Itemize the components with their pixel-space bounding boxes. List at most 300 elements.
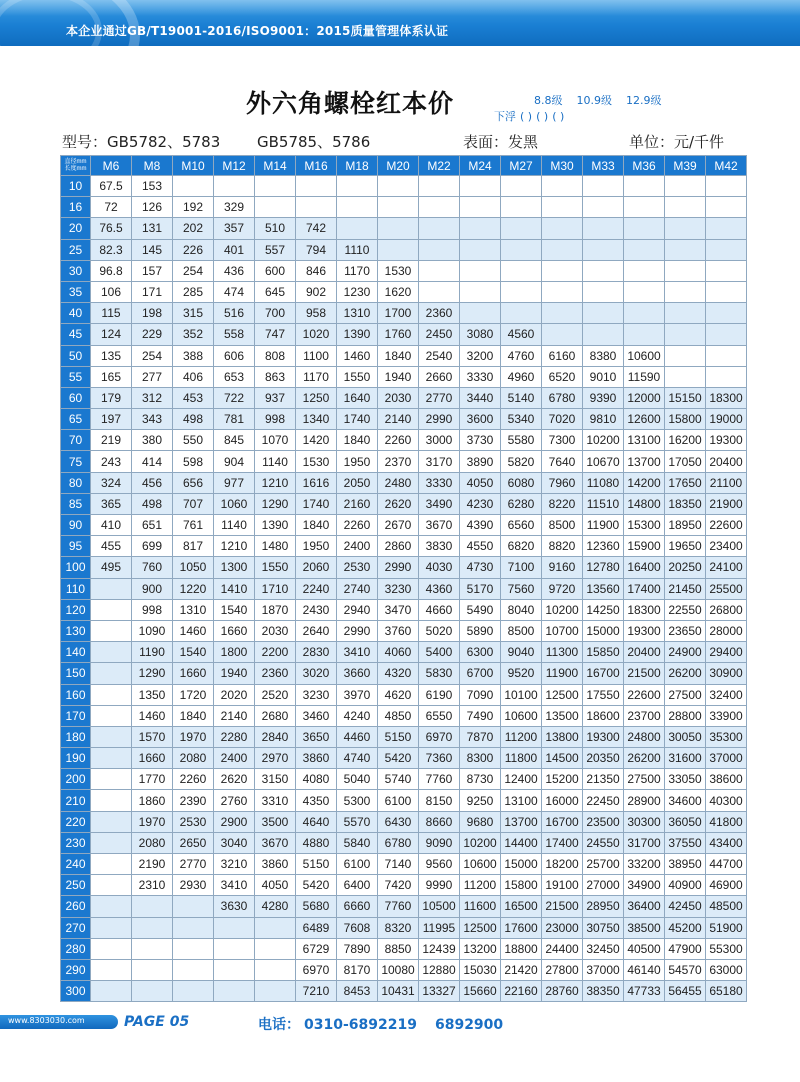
price-cell: 2280 — [214, 726, 255, 747]
length-cell: 300 — [61, 981, 91, 1002]
price-cell — [542, 176, 583, 197]
price-cell: 1970 — [173, 726, 214, 747]
price-cell: 15030 — [460, 959, 501, 980]
price-cell: 42450 — [665, 896, 706, 917]
price-cell: 1250 — [296, 387, 337, 408]
price-cell: 5570 — [337, 811, 378, 832]
price-cell: 1840 — [173, 705, 214, 726]
price-cell: 26800 — [706, 599, 747, 620]
price-cell: 3860 — [255, 854, 296, 875]
price-cell: 781 — [214, 409, 255, 430]
price-cell: 2030 — [255, 620, 296, 641]
price-cell — [460, 260, 501, 281]
price-cell — [173, 896, 214, 917]
price-cell: 2140 — [214, 705, 255, 726]
price-cell: 4240 — [337, 705, 378, 726]
price-cell: 2770 — [173, 854, 214, 875]
price-cell — [460, 281, 501, 302]
price-cell: 31600 — [665, 748, 706, 769]
price-cell: 9990 — [419, 875, 460, 896]
table-row — [61, 663, 747, 684]
price-cell: 3170 — [419, 451, 460, 472]
price-cell — [583, 218, 624, 239]
price-cell: 3970 — [337, 684, 378, 705]
price-cell — [706, 260, 747, 281]
length-cell: 140 — [61, 642, 91, 663]
price-cell: 12439 — [419, 938, 460, 959]
price-cell — [173, 938, 214, 959]
price-cell: 22600 — [706, 515, 747, 536]
price-cell: 18200 — [542, 854, 583, 875]
price-cell: 6100 — [337, 854, 378, 875]
price-cell: 2240 — [296, 578, 337, 599]
price-cell: 65180 — [706, 981, 747, 1002]
price-cell: 16000 — [542, 790, 583, 811]
price-cell: 2660 — [419, 366, 460, 387]
price-cell: 1530 — [296, 451, 337, 472]
price-cell: 6550 — [419, 705, 460, 726]
price-cell: 5580 — [501, 430, 542, 451]
price-cell — [91, 684, 132, 705]
price-cell: 25500 — [706, 578, 747, 599]
price-cell: 1420 — [296, 430, 337, 451]
price-cell — [419, 281, 460, 302]
price-cell — [91, 811, 132, 832]
price-cell: 557 — [255, 239, 296, 260]
price-cell — [378, 239, 419, 260]
price-cell: 1210 — [255, 472, 296, 493]
column-header: M18 — [337, 156, 378, 176]
phone-number-1: 0310-6892219 — [304, 1017, 417, 1033]
price-cell: 1540 — [214, 599, 255, 620]
price-cell: 2760 — [214, 790, 255, 811]
price-cell: 2360 — [255, 663, 296, 684]
price-cell: 1950 — [337, 451, 378, 472]
price-cell: 845 — [214, 430, 255, 451]
price-cell: 3600 — [460, 409, 501, 430]
price-cell: 76.5 — [91, 218, 132, 239]
price-cell — [91, 748, 132, 769]
price-cell: 1660 — [173, 663, 214, 684]
price-cell: 165 — [91, 366, 132, 387]
price-cell — [255, 917, 296, 938]
price-cell: 406 — [173, 366, 214, 387]
price-cell: 4620 — [378, 684, 419, 705]
price-cell — [255, 176, 296, 197]
length-cell: 270 — [61, 917, 91, 938]
price-cell — [501, 176, 542, 197]
table-row — [61, 366, 747, 387]
price-cell: 6700 — [460, 663, 501, 684]
table-row — [61, 197, 747, 218]
price-cell — [255, 938, 296, 959]
price-cell: 3200 — [460, 345, 501, 366]
price-cell: 380 — [132, 430, 173, 451]
price-cell: 198 — [132, 303, 173, 324]
length-cell: 190 — [61, 748, 91, 769]
price-cell: 24100 — [706, 557, 747, 578]
price-cell: 2620 — [378, 493, 419, 514]
price-cell: 56455 — [665, 981, 706, 1002]
price-cell: 2400 — [337, 536, 378, 557]
price-cell: 10200 — [583, 430, 624, 451]
price-cell: 8500 — [501, 620, 542, 641]
price-cell: 7870 — [460, 726, 501, 747]
price-cell: 4640 — [296, 811, 337, 832]
table-row — [61, 578, 747, 599]
price-cell: 13700 — [624, 451, 665, 472]
price-cell: 11995 — [419, 917, 460, 938]
price-cell — [91, 854, 132, 875]
price-cell — [542, 303, 583, 324]
price-cell — [583, 239, 624, 260]
price-cell: 6820 — [501, 536, 542, 557]
price-cell: 6300 — [460, 642, 501, 663]
price-cell — [583, 281, 624, 302]
price-cell: 2970 — [255, 748, 296, 769]
price-cell: 7300 — [542, 430, 583, 451]
price-cell: 6430 — [378, 811, 419, 832]
price-cell: 12600 — [624, 409, 665, 430]
unit-info: 单位：元/千件 — [629, 133, 725, 151]
price-cell: 4730 — [460, 557, 501, 578]
price-cell — [214, 959, 255, 980]
price-cell: 1460 — [173, 620, 214, 641]
column-header: M39 — [665, 156, 706, 176]
price-cell: 171 — [132, 281, 173, 302]
price-cell: 3760 — [378, 620, 419, 641]
price-cell: 700 — [255, 303, 296, 324]
price-cell: 35300 — [706, 726, 747, 747]
price-cell: 22600 — [624, 684, 665, 705]
price-cell — [542, 197, 583, 218]
price-cell: 28950 — [583, 896, 624, 917]
price-cell: 937 — [255, 387, 296, 408]
price-cell: 7760 — [419, 769, 460, 790]
price-cell: 2260 — [378, 430, 419, 451]
price-cell: 4360 — [419, 578, 460, 599]
price-cell — [91, 663, 132, 684]
table-row — [61, 345, 747, 366]
price-cell: 343 — [132, 409, 173, 430]
table-row — [61, 917, 747, 938]
price-cell: 4050 — [255, 875, 296, 896]
price-cell: 4030 — [419, 557, 460, 578]
price-cell: 2140 — [378, 409, 419, 430]
length-cell: 170 — [61, 705, 91, 726]
price-cell: 15850 — [583, 642, 624, 663]
price-cell: 3500 — [255, 811, 296, 832]
table-row — [61, 896, 747, 917]
price-cell: 1710 — [255, 578, 296, 599]
price-cell: 5020 — [419, 620, 460, 641]
price-cell: 9390 — [583, 387, 624, 408]
length-cell: 25 — [61, 239, 91, 260]
table-body — [61, 176, 747, 1002]
length-cell: 290 — [61, 959, 91, 980]
price-cell: 2990 — [378, 557, 419, 578]
price-cell: 1700 — [378, 303, 419, 324]
price-cell: 3630 — [214, 896, 255, 917]
price-cell: 3330 — [419, 472, 460, 493]
price-cell — [665, 218, 706, 239]
page-number: PAGE 05 — [124, 1014, 190, 1030]
price-cell — [501, 218, 542, 239]
price-cell: 32450 — [583, 938, 624, 959]
price-cell — [706, 197, 747, 218]
price-cell: 30750 — [583, 917, 624, 938]
price-cell: 902 — [296, 281, 337, 302]
price-cell: 36050 — [665, 811, 706, 832]
length-cell: 85 — [61, 493, 91, 514]
price-cell — [337, 176, 378, 197]
price-cell — [91, 959, 132, 980]
price-cell: 19300 — [624, 620, 665, 641]
price-cell: 10431 — [378, 981, 419, 1002]
price-cell: 18950 — [665, 515, 706, 536]
price-cell: 6160 — [542, 345, 583, 366]
price-cell: 498 — [173, 409, 214, 430]
price-cell: 26200 — [665, 663, 706, 684]
price-cell: 6729 — [296, 938, 337, 959]
price-cell — [91, 726, 132, 747]
price-cell: 2940 — [337, 599, 378, 620]
corner-diameter: 直径mm — [64, 158, 87, 165]
price-cell: 5890 — [460, 620, 501, 641]
price-cell: 2530 — [173, 811, 214, 832]
price-cell: 28800 — [665, 705, 706, 726]
price-cell: 1860 — [132, 790, 173, 811]
price-cell: 254 — [132, 345, 173, 366]
price-cell: 67.5 — [91, 176, 132, 197]
price-cell: 4660 — [419, 599, 460, 620]
price-cell: 19300 — [706, 430, 747, 451]
price-cell: 135 — [91, 345, 132, 366]
price-cell: 19300 — [583, 726, 624, 747]
price-cell: 5490 — [460, 599, 501, 620]
price-cell: 22450 — [583, 790, 624, 811]
price-cell: 3080 — [460, 324, 501, 345]
table-row — [61, 260, 747, 281]
price-cell — [91, 599, 132, 620]
price-cell: 2450 — [419, 324, 460, 345]
price-cell: 324 — [91, 472, 132, 493]
price-cell — [91, 875, 132, 896]
length-cell: 95 — [61, 536, 91, 557]
price-cell: 2260 — [173, 769, 214, 790]
grade-12-9: 12.9级 — [626, 94, 662, 107]
price-cell: 106 — [91, 281, 132, 302]
price-cell: 38350 — [583, 981, 624, 1002]
price-cell: 606 — [214, 345, 255, 366]
price-cell: 2400 — [214, 748, 255, 769]
price-cell: 2530 — [337, 557, 378, 578]
price-cell: 817 — [173, 536, 214, 557]
price-cell — [460, 303, 501, 324]
price-cell: 153 — [132, 176, 173, 197]
price-cell — [91, 642, 132, 663]
price-cell: 1390 — [255, 515, 296, 536]
price-cell — [542, 218, 583, 239]
price-cell — [542, 239, 583, 260]
price-cell: 15200 — [542, 769, 583, 790]
price-cell — [91, 769, 132, 790]
price-cell — [706, 324, 747, 345]
price-cell: 846 — [296, 260, 337, 281]
price-cell: 24400 — [542, 938, 583, 959]
price-cell: 808 — [255, 345, 296, 366]
column-header: M10 — [173, 156, 214, 176]
price-cell: 16700 — [583, 663, 624, 684]
price-cell: 7420 — [378, 875, 419, 896]
price-cell: 1740 — [296, 493, 337, 514]
price-cell — [501, 239, 542, 260]
price-cell: 4560 — [501, 324, 542, 345]
price-cell: 22550 — [665, 599, 706, 620]
price-cell: 2900 — [214, 811, 255, 832]
price-cell: 33200 — [624, 854, 665, 875]
price-cell: 329 — [214, 197, 255, 218]
price-cell: 3650 — [296, 726, 337, 747]
length-cell: 200 — [61, 769, 91, 790]
price-cell: 2990 — [337, 620, 378, 641]
table-row — [61, 854, 747, 875]
price-cell: 10500 — [419, 896, 460, 917]
price-cell — [665, 345, 706, 366]
price-cell: 26200 — [624, 748, 665, 769]
price-cell: 4320 — [378, 663, 419, 684]
table-row — [61, 981, 747, 1002]
price-cell — [255, 981, 296, 1002]
price-cell: 23000 — [542, 917, 583, 938]
length-cell: 70 — [61, 430, 91, 451]
price-cell: 2680 — [255, 705, 296, 726]
price-cell: 15900 — [624, 536, 665, 557]
price-cell: 1220 — [173, 578, 214, 599]
table-row — [61, 938, 747, 959]
price-cell: 1090 — [132, 620, 173, 641]
price-cell: 2480 — [378, 472, 419, 493]
price-cell: 352 — [173, 324, 214, 345]
price-cell: 32400 — [706, 684, 747, 705]
price-cell — [542, 281, 583, 302]
price-cell: 6660 — [337, 896, 378, 917]
price-cell: 3020 — [296, 663, 337, 684]
price-cell: 2990 — [419, 409, 460, 430]
price-cell: 7760 — [378, 896, 419, 917]
price-cell: 1410 — [214, 578, 255, 599]
price-cell: 2190 — [132, 854, 173, 875]
price-cell: 1940 — [214, 663, 255, 684]
price-cell: 37000 — [583, 959, 624, 980]
price-cell — [296, 197, 337, 218]
price-cell: 23700 — [624, 705, 665, 726]
price-cell: 14800 — [624, 493, 665, 514]
price-cell — [624, 324, 665, 345]
price-cell: 10080 — [378, 959, 419, 980]
price-cell: 5400 — [419, 642, 460, 663]
length-cell: 280 — [61, 938, 91, 959]
grade-10-9: 10.9级 — [576, 94, 612, 107]
price-cell: 3000 — [419, 430, 460, 451]
table-row — [61, 515, 747, 536]
price-cell: 558 — [214, 324, 255, 345]
price-cell: 31700 — [624, 832, 665, 853]
website-url: www.8303030.com — [8, 1016, 85, 1025]
discount-slot-8-8: ( ) — [520, 110, 533, 123]
price-cell: 38500 — [624, 917, 665, 938]
price-cell: 23500 — [583, 811, 624, 832]
table-row — [61, 176, 747, 197]
price-cell: 17650 — [665, 472, 706, 493]
price-cell: 51900 — [706, 917, 747, 938]
price-cell: 5740 — [378, 769, 419, 790]
price-cell: 14250 — [583, 599, 624, 620]
price-cell: 1570 — [132, 726, 173, 747]
price-cell — [583, 303, 624, 324]
price-cell: 10100 — [501, 684, 542, 705]
price-cell: 21350 — [583, 769, 624, 790]
table-header-row — [61, 156, 747, 176]
price-cell: 12400 — [501, 769, 542, 790]
price-cell: 16200 — [665, 430, 706, 451]
price-cell: 1530 — [378, 260, 419, 281]
price-cell — [419, 260, 460, 281]
price-cell: 2740 — [337, 578, 378, 599]
price-cell: 1070 — [255, 430, 296, 451]
price-cell: 226 — [173, 239, 214, 260]
price-cell: 25700 — [583, 854, 624, 875]
price-cell: 10200 — [542, 599, 583, 620]
price-cell: 1190 — [132, 642, 173, 663]
price-cell — [91, 938, 132, 959]
price-cell — [501, 303, 542, 324]
price-cell: 456 — [132, 472, 173, 493]
price-cell: 41800 — [706, 811, 747, 832]
length-cell: 250 — [61, 875, 91, 896]
table-row — [61, 726, 747, 747]
price-cell: 2860 — [378, 536, 419, 557]
price-table — [60, 155, 747, 1002]
price-cell — [132, 959, 173, 980]
phone-line — [258, 1014, 503, 1034]
price-cell: 6280 — [501, 493, 542, 514]
price-cell: 63000 — [706, 959, 747, 980]
price-cell: 2310 — [132, 875, 173, 896]
price-cell: 9810 — [583, 409, 624, 430]
price-cell: 455 — [91, 536, 132, 557]
price-cell: 15000 — [501, 854, 542, 875]
price-cell: 12000 — [624, 387, 665, 408]
price-cell — [583, 260, 624, 281]
price-cell: 11080 — [583, 472, 624, 493]
price-cell: 1550 — [337, 366, 378, 387]
price-cell — [460, 197, 501, 218]
price-cell: 19000 — [706, 409, 747, 430]
price-cell: 9680 — [460, 811, 501, 832]
price-cell: 7608 — [337, 917, 378, 938]
price-cell: 28000 — [706, 620, 747, 641]
surface-info: 表面：发黑 — [463, 133, 539, 151]
price-cell: 388 — [173, 345, 214, 366]
column-header: M42 — [706, 156, 747, 176]
price-cell: 6780 — [542, 387, 583, 408]
price-cell: 1720 — [173, 684, 214, 705]
price-cell: 3830 — [419, 536, 460, 557]
price-cell — [255, 197, 296, 218]
price-cell: 20250 — [665, 557, 706, 578]
price-cell: 498 — [132, 493, 173, 514]
